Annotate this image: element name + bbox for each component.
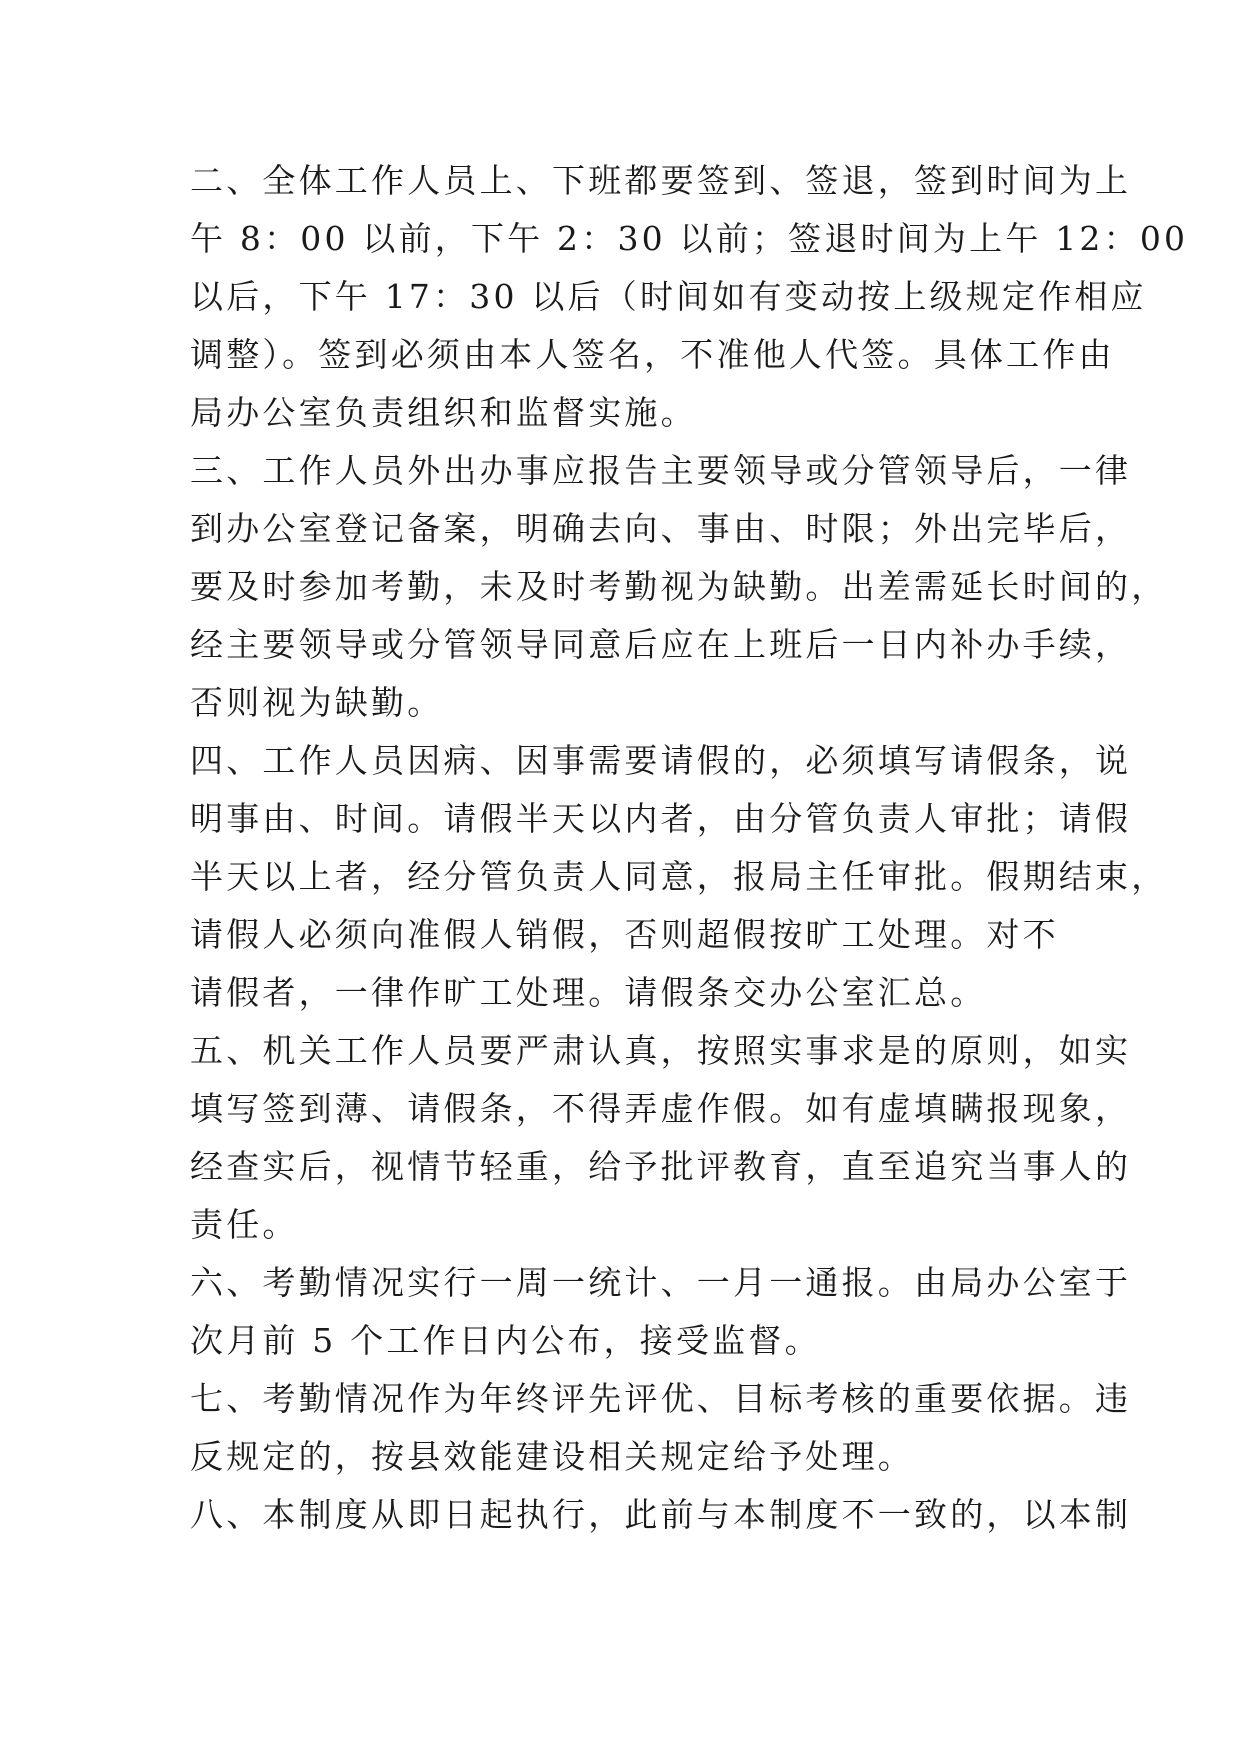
text-line: 责任。 (190, 1205, 299, 1244)
text-line: 五、机关工作人员要严肃认真，按照实事求是的原则，如实 (190, 1031, 1132, 1070)
text-line: 以后，下午 17：30 以后（时间如有变动按上级规定作相应 (190, 277, 1147, 316)
text-line: 经主要领导或分管领导同意后应在上班后一日内补办手续， (190, 625, 1132, 664)
text-line: 要及时参加考勤，未及时考勤视为缺勤。出差需延长时间的， (190, 567, 1168, 606)
text-line: 请假者，一律作旷工处理。请假条交办公室汇总。 (190, 973, 987, 1012)
text-line: 七、考勤情况作为年终评先评优、目标考核的重要依据。违 (190, 1379, 1132, 1418)
text-line: 次月前 5 个工作日内公布，接受监督。 (190, 1321, 821, 1360)
text-line: 明事由、时间。请假半天以内者，由分管负责人审批；请假 (190, 799, 1132, 838)
text-line: 四、工作人员因病、因事需要请假的，必须填写请假条，说 (190, 741, 1132, 780)
text-line: 午 8：00 以前，下午 2：30 以前；签退时间为上午 12：00 (190, 219, 1189, 258)
text-line: 六、考勤情况实行一周一统计、一月一通报。由局办公室于 (190, 1263, 1132, 1302)
text-line: 局办公室负责组织和监督实施。 (190, 393, 697, 432)
text-line: 到办公室登记备案，明确去向、事由、时限；外出完毕后， (190, 509, 1132, 548)
text-line: 三、工作人员外出办事应报告主要领导或分管领导后，一律 (190, 451, 1132, 490)
text-line: 二、全体工作人员上、下班都要签到、签退，签到时间为上 (190, 161, 1132, 200)
text-line: 反规定的，按县效能建设相关规定给予处理。 (190, 1437, 914, 1476)
text-line: 八、本制度从即日起执行，此前与本制度不一致的，以本制 (190, 1495, 1132, 1534)
text-line: 半天以上者，经分管负责人同意，报局主任审批。假期结束， (190, 857, 1168, 896)
text-line: 经查实后，视情节轻重，给予批评教育，直至追究当事人的 (190, 1147, 1132, 1186)
text-line: 否则视为缺勤。 (190, 683, 444, 722)
text-line: 请假人必须向准假人销假，否则超假按旷工处理。对不 (190, 915, 1059, 954)
document-body (190, 152, 1189, 1544)
text-line: 调整）。签到必须由本人签名，不准他人代签。具体工作由 (190, 335, 1115, 374)
text-line: 填写签到薄、请假条，不得弄虚作假。如有虚填瞒报现象， (190, 1089, 1132, 1128)
